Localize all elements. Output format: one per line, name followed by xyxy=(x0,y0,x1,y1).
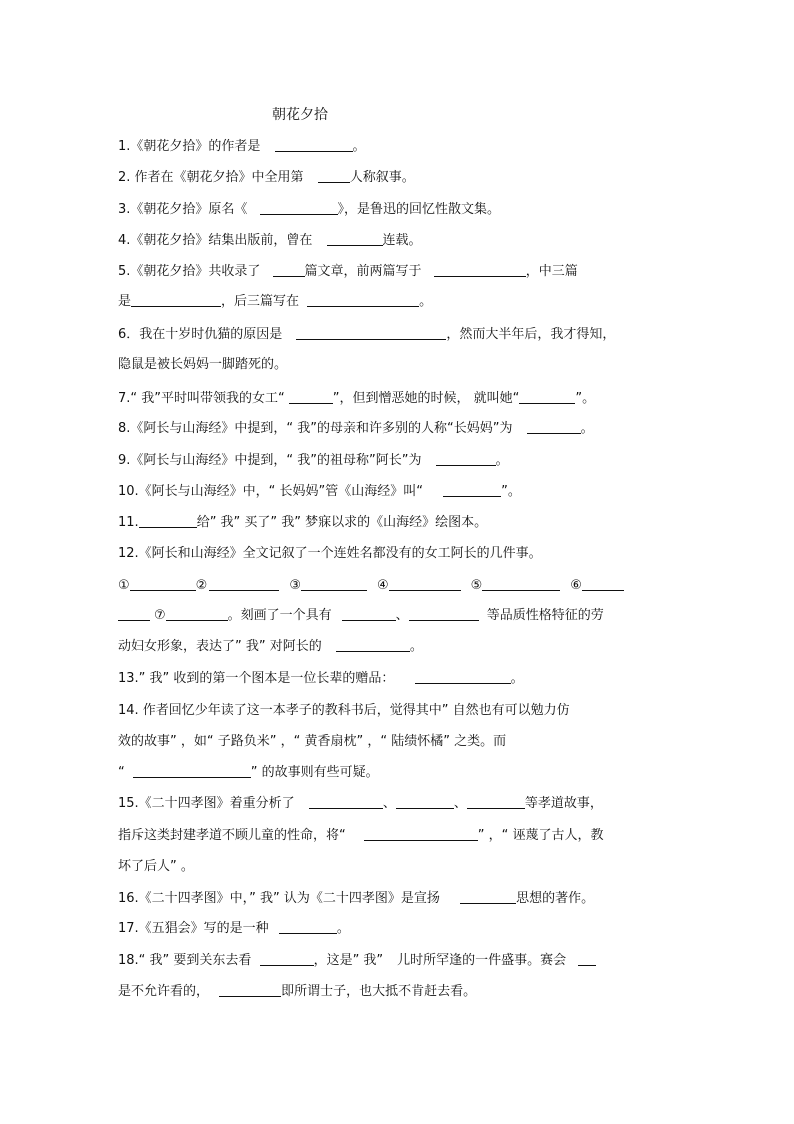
question-6 xyxy=(118,325,615,345)
question-15-end xyxy=(118,857,194,877)
question-12-items xyxy=(118,576,624,596)
question-text: 7.“ 我”平时叫带领我的女工“ xyxy=(118,391,285,406)
question-text: 隐鼠是被长妈妈一脚踏死的。 xyxy=(118,357,288,372)
question-text: 。刻画了一个具有 xyxy=(227,608,332,623)
question-18 xyxy=(118,951,596,971)
question-17 xyxy=(118,919,350,939)
question-text: 给” 我” 买了” 我” 梦寐以求的《山海经》绘图本。 xyxy=(196,515,488,530)
answer-blank[interactable] xyxy=(364,826,478,841)
answer-blank[interactable] xyxy=(273,262,305,277)
answer-blank[interactable] xyxy=(130,576,196,591)
question-text: 17.《五猖会》写的是一种 xyxy=(118,921,269,936)
question-text: 》，是鲁迅的回忆性散文集。 xyxy=(337,202,501,217)
question-13 xyxy=(118,669,524,689)
item-number: ② xyxy=(195,578,208,593)
answer-blank[interactable] xyxy=(309,794,383,809)
answer-blank[interactable] xyxy=(307,292,419,307)
answer-blank[interactable] xyxy=(396,794,454,809)
answer-blank[interactable] xyxy=(336,637,410,652)
question-4 xyxy=(118,231,422,251)
answer-blank[interactable] xyxy=(519,389,575,404)
question-text: ” ，“ 诬蔑了古人，教 xyxy=(477,828,604,843)
question-text: 指斥这类封建孝道不顾儿童的性命，将“ xyxy=(118,828,346,843)
question-text: 效的故事” ，如“ 子路负米” ，“ 黄香扇枕” ，“ 陆绩怀橘” 之类。而 xyxy=(118,734,507,749)
question-15 xyxy=(118,794,603,814)
question-text: 篇文章，前两篇写于 xyxy=(304,264,422,279)
answer-blank[interactable] xyxy=(389,576,461,591)
answer-blank[interactable] xyxy=(131,292,221,307)
answer-blank[interactable] xyxy=(460,889,516,904)
question-text: 坏了后人” 。 xyxy=(118,859,194,874)
question-text: 4.《朝花夕拾》结集出版前，曾在 xyxy=(118,233,313,248)
item-number: ⑤ xyxy=(470,578,483,593)
question-text: 。 xyxy=(352,139,366,154)
question-text: “ xyxy=(118,765,125,780)
question-10 xyxy=(118,482,521,502)
question-14-end xyxy=(118,763,379,783)
question-text: 、 xyxy=(453,796,467,811)
answer-blank[interactable] xyxy=(139,513,197,528)
answer-blank[interactable] xyxy=(260,200,338,215)
answer-blank[interactable] xyxy=(301,576,367,591)
answer-blank[interactable] xyxy=(415,669,511,684)
question-text: 15.《二十四孝图》着重分析了 xyxy=(118,796,295,811)
question-2 xyxy=(118,168,415,188)
answer-blank[interactable] xyxy=(275,137,353,152)
question-text: 8.《阿长与山海经》中提到，“ 我”的母亲和许多别的人称“长妈妈”为 xyxy=(118,421,513,436)
question-text: 12.《阿长和山海经》全文记叙了一个连姓名都没有的女工阿长的几件事。 xyxy=(118,546,542,561)
question-text: 、 xyxy=(382,796,396,811)
question-text: 、 xyxy=(395,608,409,623)
answer-blank[interactable] xyxy=(434,262,526,277)
answer-blank[interactable] xyxy=(578,951,596,966)
question-text: 。 xyxy=(409,639,423,654)
answer-blank[interactable] xyxy=(582,576,624,591)
question-text: 。 xyxy=(510,671,524,686)
question-text: ”。 xyxy=(501,484,521,499)
question-text: 11. xyxy=(118,515,139,530)
answer-blank[interactable] xyxy=(342,606,396,621)
question-14-continued xyxy=(118,732,506,752)
answer-blank[interactable] xyxy=(327,231,383,246)
answer-blank[interactable] xyxy=(527,419,581,434)
question-11 xyxy=(118,513,487,533)
question-18-continued xyxy=(118,982,476,1002)
answer-blank[interactable] xyxy=(289,389,333,404)
answer-blank[interactable] xyxy=(482,576,560,591)
question-text: ”，但到憎恶她的时候， 就叫她“ xyxy=(332,391,520,406)
question-text: 思想的著作。 xyxy=(516,891,595,906)
question-text: 等品质性格特征的劳 xyxy=(486,608,604,623)
question-text: 9.《阿长与山海经》中提到，“ 我”的祖母称”阿长”为 xyxy=(118,453,422,468)
question-15-continued xyxy=(118,826,604,846)
question-text: 即所谓士子，也大抵不肯赶去看。 xyxy=(281,984,477,999)
question-text: ” 的故事则有些可疑。 xyxy=(250,765,379,780)
answer-blank[interactable] xyxy=(467,794,525,809)
question-text: 6．我在十岁时仇猫的原因是 xyxy=(118,327,283,342)
answer-blank[interactable] xyxy=(318,168,350,183)
question-16 xyxy=(118,889,594,909)
question-7 xyxy=(118,389,595,409)
question-text: ，这是” 我” xyxy=(313,953,384,968)
answer-blank[interactable] xyxy=(166,606,228,621)
answer-blank[interactable] xyxy=(209,576,279,591)
question-text: 是不允许看的， xyxy=(118,984,210,999)
question-text: 。 xyxy=(495,453,509,468)
answer-blank[interactable] xyxy=(219,982,281,997)
question-text: ”。 xyxy=(575,391,596,406)
question-text: 儿时所罕逢的一件盛事。赛会 xyxy=(397,953,567,968)
question-14 xyxy=(118,701,570,721)
item-number: ③ xyxy=(289,578,301,593)
question-text: 14. 作者回忆少年读了这一本孝子的教科书后，觉得其中” 自然也有可以勉力仿 xyxy=(118,703,570,718)
item-number: ① xyxy=(118,578,130,593)
question-6-continued xyxy=(118,355,287,375)
question-text: 3.《朝花夕拾》原名《 xyxy=(118,202,248,217)
answer-blank[interactable] xyxy=(296,325,446,340)
item-number: ⑥ xyxy=(570,578,582,593)
answer-blank[interactable] xyxy=(279,919,337,934)
question-5-continued xyxy=(118,292,432,312)
question-text: 。 xyxy=(419,294,433,309)
question-text: 。 xyxy=(336,921,350,936)
question-text: 等孝道故事， xyxy=(524,796,603,811)
answer-blank[interactable] xyxy=(133,763,251,778)
page-title: 朝花夕拾 xyxy=(272,107,328,123)
question-text: 。 xyxy=(580,421,594,436)
question-text: 连载。 xyxy=(382,233,422,248)
question-9 xyxy=(118,451,509,471)
answer-blank[interactable] xyxy=(443,482,501,497)
question-text: 人称叙事。 xyxy=(349,170,415,185)
question-text: 动妇女形象，表达了” 我” 对阿长的 xyxy=(118,639,322,654)
question-text: 1.《朝花夕拾》的作者是 xyxy=(118,139,261,154)
answer-blank[interactable] xyxy=(118,606,150,621)
question-text: 5.《朝花夕拾》共收录了 xyxy=(118,264,261,279)
question-8 xyxy=(118,419,594,439)
question-text: ，中三篇 xyxy=(525,264,578,279)
question-5 xyxy=(118,262,578,282)
question-text: ，后三篇写在 xyxy=(221,294,300,309)
item-number: ④ xyxy=(376,578,389,593)
question-12-continued xyxy=(118,606,604,626)
question-text: 10.《阿长与山海经》中，“ 长妈妈”管《山海经》叫“ xyxy=(118,484,424,499)
question-text: 16.《二十四孝图》中，” 我” 认为《二十四孝图》是宣扬 xyxy=(118,891,440,906)
question-1 xyxy=(118,137,366,157)
answer-blank[interactable] xyxy=(260,951,314,966)
question-text: 2. 作者在《朝花夕拾》中全用第 xyxy=(118,170,304,185)
question-text: ，然而大半年后，我才得知， xyxy=(446,327,616,342)
question-12-end xyxy=(118,637,423,657)
question-12 xyxy=(118,544,542,564)
answer-blank[interactable] xyxy=(436,451,496,466)
question-text: 13.” 我” 收到的第一个图本是一位长辈的赠品： xyxy=(118,671,395,686)
question-3 xyxy=(118,200,500,220)
item-number: ⑦ xyxy=(154,608,166,623)
question-text: 18.“ 我” 要到关东去看 xyxy=(118,953,252,968)
answer-blank[interactable] xyxy=(409,606,479,621)
question-text: 是 xyxy=(118,294,132,309)
